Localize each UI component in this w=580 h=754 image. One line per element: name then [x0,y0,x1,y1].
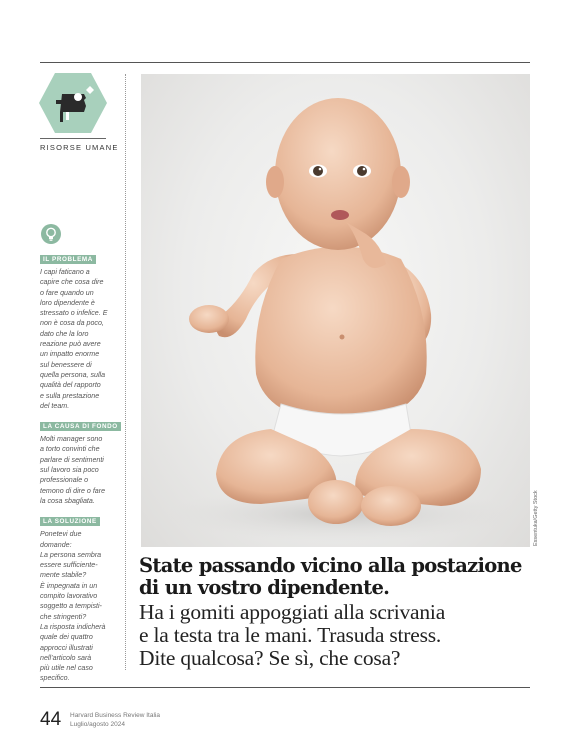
problem-text: I capi faticano a capire che cosa dire o fare quando un loro dipendente è stressato o infelice. E non è cosa da poco, dato che la loro reazione può avere un impatto enorme sul benessere di quella persona, sulla qualità del rapporto e sulla prestazione del team. [40,268,108,410]
sidebar [40,248,116,688]
hexagon-desk-figure-icon [38,72,108,134]
problem-block [40,248,116,411]
solution-tag: LA SOLUZIONE [40,517,100,526]
root-cause-text: Molti manager sono a torto convinti che parlare di sentimenti sul lavoro sia poco professionale o temono di dire o fare la cosa sbagliata. [40,435,106,505]
section-label: RISORSE UMANE [40,143,119,152]
top-rule [40,62,530,63]
deck: Ha i gomiti appoggiati alla scrivania e la testa tra le mani. Trasuda stress. Dite qualcosa? Se sì, che cosa? [139,600,446,670]
solution-text: Ponetevi due domande: La persona sembra essere sufficiente- mente stabile? È impegnata in un compito lavorativo soggetto a tempisti- che stringenti? La risposta indicherà quale dei quattro approcci illustrati nell’articolo sarà più utile nel caso specifico. [40,530,106,683]
issue-date: Luglio/agosto 2024 [70,721,125,728]
folio [70,711,160,729]
baby-photo [141,74,530,547]
publication-name: Harvard Business Review Italia [70,712,160,719]
problem-tag: IL PROBLEMA [40,255,96,264]
headline: State passando vicino alla postazione di un vostro dipendente. [139,554,522,599]
page-number: 44 [40,709,62,730]
root-cause-block [40,415,116,506]
photo-credit: Essentuka/Getty Stock [533,490,539,546]
baby-illustration [141,74,530,547]
lightbulb-icon [41,224,61,244]
section-rule [40,138,106,139]
solution-block [40,510,116,683]
root-cause-tag: LA CAUSA DI FONDO [40,422,121,431]
bottom-rule [40,687,530,688]
column-divider [125,74,126,670]
